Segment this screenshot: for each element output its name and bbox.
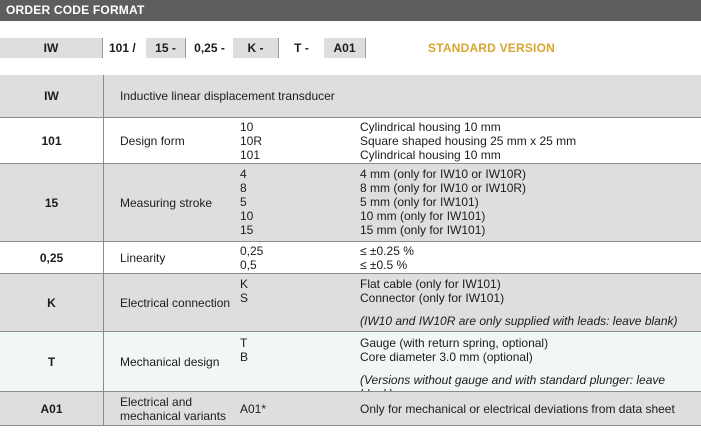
row-description: Design form	[120, 133, 185, 148]
standard-version-label: STANDARD VERSION	[428, 41, 555, 55]
option-value: 5	[240, 195, 247, 209]
option-values	[240, 277, 248, 305]
option-text: Only for mechanical or electrical deviations from data sheet	[360, 402, 675, 416]
option-texts	[360, 244, 414, 272]
option-value: S	[240, 291, 249, 305]
option-values	[240, 120, 262, 162]
row-note: (Versions without gauge and with standard plunger: leave	[360, 373, 666, 387]
row-code: K	[0, 274, 104, 331]
option-text: Core diameter 3.0 mm (optional)	[360, 350, 533, 364]
row-description: Mechanical design	[120, 354, 220, 369]
option-text: 15 mm (only for IW101)	[360, 223, 486, 237]
option-value: A01*	[240, 402, 267, 416]
option-values	[240, 402, 266, 416]
code-segment-connection: K -	[233, 38, 279, 58]
option-text: Cylindrical housing 10 mm	[360, 148, 501, 162]
option-value: 8	[240, 181, 247, 195]
option-value: 10	[240, 209, 254, 223]
option-text: Gauge (with return spring, optional)	[360, 336, 549, 350]
row-code: T	[0, 332, 104, 391]
code-segment-stroke: 15 -	[146, 38, 186, 58]
row-note: (IW10 and IW10R are only supplied with leads: leave blank)	[360, 314, 678, 328]
option-text: 8 mm (only for IW10 or IW10R)	[360, 181, 527, 195]
table-row-iw	[0, 75, 701, 117]
option-value: 10	[240, 120, 254, 134]
table-row-linearity	[0, 242, 701, 273]
option-text: 10 mm (only for IW101)	[360, 209, 486, 223]
option-text: ≤ ±0.5 %	[360, 258, 408, 272]
option-value: K	[240, 277, 249, 291]
option-texts	[360, 120, 576, 162]
option-text: Square shaped housing 25 mm x 25 mm	[360, 134, 577, 148]
table-row-15	[0, 164, 701, 241]
table-row-t	[0, 332, 701, 391]
code-segment-mechanical: T -	[294, 41, 309, 55]
order-code-row	[0, 38, 701, 58]
option-values	[240, 336, 248, 364]
code-segment-variants: A01	[324, 38, 366, 58]
row-code: A01	[0, 392, 104, 425]
option-value: B	[240, 350, 249, 364]
option-texts	[360, 336, 548, 364]
row-code: IW	[0, 75, 104, 117]
row-description	[120, 392, 226, 425]
code-segment-linearity: 0,25 -	[194, 41, 225, 55]
row-code: 15	[0, 164, 104, 241]
option-value: 10R	[240, 134, 263, 148]
option-text: Flat cable (only for IW101)	[360, 277, 501, 291]
code-segment-iw: IW	[0, 38, 102, 58]
row-description: Linearity	[120, 250, 166, 265]
row-description-line: Electrical and	[120, 394, 193, 409]
option-value: 0,25	[240, 244, 264, 258]
option-text: ≤ ±0.25 %	[360, 244, 414, 258]
option-value: 0,5	[240, 258, 257, 272]
row-code: 101	[0, 118, 104, 163]
option-texts	[360, 167, 526, 237]
option-values	[240, 167, 253, 237]
table-row-a01	[0, 392, 701, 425]
option-value: 15	[240, 223, 254, 237]
option-text: 4 mm (only for IW10 or IW10R)	[360, 167, 527, 181]
section-header: ORDER CODE FORMAT	[0, 0, 701, 21]
option-texts	[360, 402, 675, 416]
option-text: Cylindrical housing 10 mm	[360, 120, 501, 134]
row-code: 0,25	[0, 242, 104, 273]
option-values	[240, 244, 263, 272]
row-description: Measuring stroke	[120, 195, 213, 210]
table-row-k	[0, 274, 701, 331]
row-description-line: mechanical variants	[120, 408, 227, 423]
row-divider	[0, 425, 701, 426]
row-description: Electrical connection	[120, 295, 231, 310]
code-segment-design: 101 /	[102, 38, 146, 58]
option-value: 4	[240, 167, 247, 181]
row-description: Inductive linear displacement transducer	[120, 89, 335, 103]
option-value: 101	[240, 148, 261, 162]
option-value: T	[240, 336, 248, 350]
option-text: Connector (only for IW101)	[360, 291, 505, 305]
table-row-101	[0, 118, 701, 163]
option-texts	[360, 277, 504, 305]
option-text: 5 mm (only for IW101)	[360, 195, 479, 209]
